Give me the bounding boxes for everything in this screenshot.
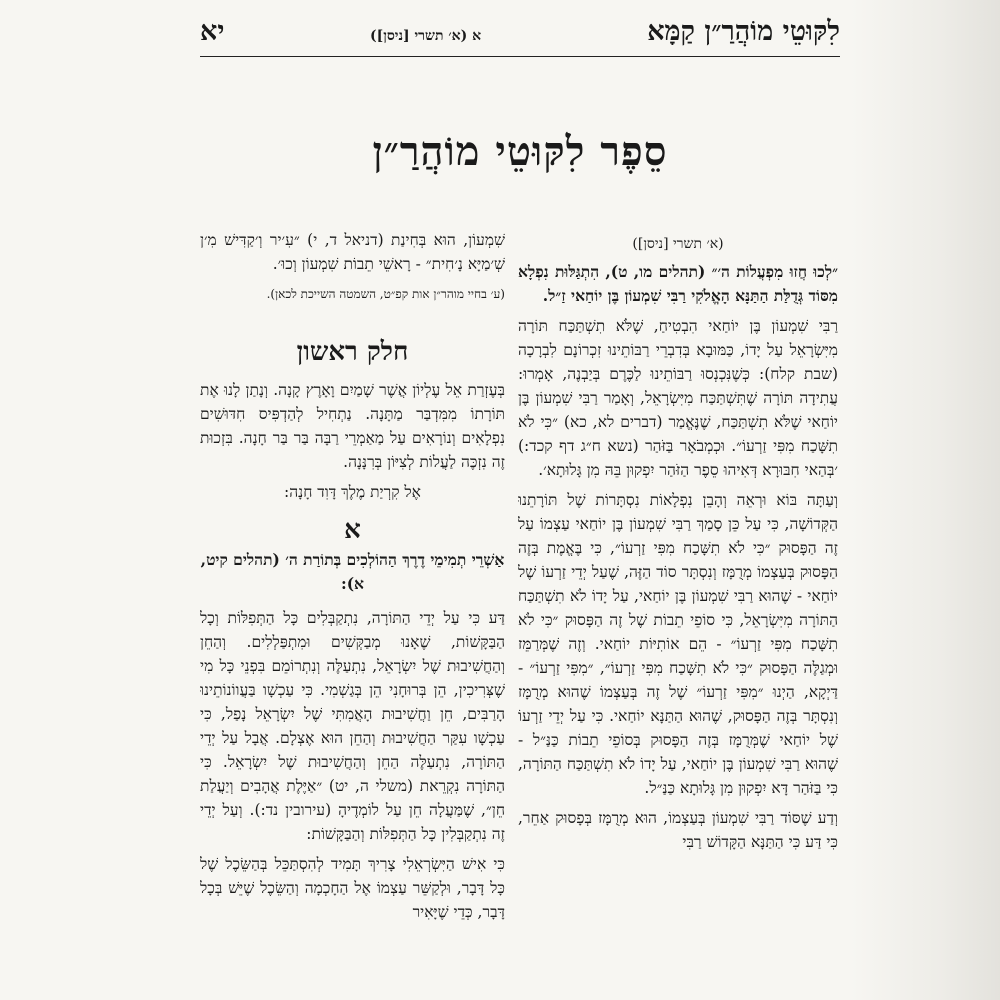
chapter-letter: א <box>344 515 361 545</box>
date-line: (א׳ תשרי [ניסן]) <box>632 236 724 252</box>
running-header <box>200 14 840 54</box>
header-title: לִקּוּטֵי מוֹהֲרַ״ן קַמָּא <box>647 16 840 47</box>
paragraph: שִׁמְעוֹן, הוּא בְּחִינַת (דניאל ד, י) ״עִ׳יר וְ׳קַדִּישׁ מִ׳ן שְׁ׳מַיָּא נָ׳חִית״ - רָאשֵׁי תֵבוֹת שִׁמְעוֹן וְכוּ׳. <box>200 231 505 273</box>
intro-paragraph: ״לְכוּ חֲזוּ מִפְעֲלוֹת ה׳״ (תהלים מו, ט), הִתְגַּלּוּת נִפְלָא מִסּוֹד גְּדֻלַּת הַתַּנָּא הָאֱלֹקִי רַבִּי שִׁמְעוֹן בֶּן יוֹחַאי זַ״ל. <box>518 262 838 305</box>
right-column <box>518 232 838 992</box>
section-title: חלק ראשון <box>296 337 409 367</box>
book-title: סֵפֶר לִקּוּטֵי מוֹהֲרַ״ן <box>372 128 668 175</box>
paragraph: דַּע כִּי עַל יְדֵי הַתּוֹרָה, נִתְקַבְּלִים כָּל הַתְּפִלּוֹת וְכָל הַבַּקָּשׁוֹת, שֶׁאָנוּ מְבַקְּשִׁים וּמִתְפַּלְלִים. וְהַחֵן וְהַחֲשִׁיבוּת שֶׁל יִשְׂרָאֵל, נִתְעַלֶּה וְנִתְרוֹמֵם בִּפְנֵי כָּל מִי שֶׁצְּרִיכִין, הֵן בְּרוּחָנִי הֵן בְּגַשְׁמִי. כִּי עַכְשָׁו בַּעֲווֹנוֹתֵינוּ הָרַבִּים, חֵן וַחֲשִׁיבוּת הָאֲמִתִּי שֶׁל יִשְׂרָאֵל נָפַל, כִּי עַכְשָׁו עִקַּר הַחֲשִׁיבוּת וְהַחֵן הוּא אֶצְלָם. אֲבָל עַל יְדֵי הַתּוֹרָה, נִתְעַלֶּה הַחֵן וְהַחֲשִׁיבוּת שֶׁל יִשְׂרָאֵל. כִּי הַתּוֹרָה נִקְרֵאת (משלי ה, יט) ״אַיֶּלֶת אֲהָבִים וְיַעֲלַת חֵן״, שֶׁמַּעֲלָה חֵן עַל לוֹמְדֶיהָ (עירובין נד:). וְעַל יְדֵי זֶה נִתְקַבְּלִין כָּל הַתְּפִלּוֹת וְהַבַּקָּשׁוֹת: <box>200 609 505 843</box>
paragraph: וְדַע שֶׁסּוֹד רַבִּי שִׁמְעוֹן בְּעַצְמוֹ, הוּא מְרֻמָּז בְּפָסוּק אַחֵר, כִּי דַּע כִּי הַתַּנָּא הַקָּדוֹשׁ רַבִּי <box>518 809 838 851</box>
left-column <box>200 228 505 996</box>
verse-heading: אַשְׁרֵי תְמִימֵי דֶרֶךְ הַהוֹלְכִים בְּתוֹרַת ה׳ (תהלים קיט, א): <box>200 550 505 593</box>
paragraph: רַבִּי שִׁמְעוֹן בֶּן יוֹחַאי הִבְטִיחַ, שֶׁלֹּא תִשְׁתַּכַּח תּוֹרָה מִיִּשְׂרָאֵל עַל יָדוֹ, כַּמּוּבָא בְּדִבְרֵי רַבּוֹתֵינוּ זִכְרוֹנָם לִבְרָכָה (שבת קלח): כְּשֶׁנִּכְנְסוּ רַבּוֹתֵינוּ לַכֶּרֶם בְּיַבְנֶה, אָמְרוּ: עֲתִידָה תּוֹרָה שֶׁתִּשְׁתַּכַּח מִיִּשְׂרָאֵל, וְאָמַר רַבִּי שִׁמְעוֹן בֶּן יוֹחַאי שֶׁלֹּא תִשְׁתַּכַּח, שֶׁנֶּאֱמַר (דברים לא, כא) ״כִּי לֹא תִשָּׁכַח מִפִּי זַרְעוֹ״. וּכְמְבֹאָר בַּזֹּהַר (נשא ח״ג דף קכד:) ׳בְּהַאי חִבּוּרָא דְּאִיהוּ סֵפֶר הַזֹּהַר יִפְקוּן בֵּהּ מִן גָּלוּתָא׳. <box>518 317 838 479</box>
paragraph: כִּי אִישׁ הַיִּשְׂרְאֵלִי צָרִיךְ תָּמִיד לְהִסְתַּכֵּל בְּהַשֵּׂכֶל שֶׁל כָּל דָּבָר, וּלְקַשֵּׁר עַצְמוֹ אֶל הַחָכְמָה וְהַשֵּׂכֶל שֶׁיֵּשׁ בְּכָל דָּבָר, כְּדֵי שֶׁיָּאִיר <box>200 855 505 921</box>
footnote: (ע׳ בחיי מוהר״ן אות קפ״ט, השמטה השייכת לכאן). <box>266 287 505 301</box>
opening-paragraph: בְּעֶזְרַת אֵל עֶלְיוֹן אֲשֶׁר שָׁמַיִם וָאָרֶץ קָנָה. וְנָתַן לָנוּ אֶת תּוֹרָתוֹ מִמִּדְבַּר מַתָּנָה. נַתְחִיל לְהַדְפִּיס חִדּוּשִׁים נִפְלָאִים וְנוֹרָאִים עַל מַאַמְרֵי רַבָּה בַּר בַּר חָנָה. בִּזְכוּת זֶה נִזְכֶּה לַעֲלוֹת לְצִיּוֹן בְּרִנָּנָה. <box>200 381 505 471</box>
paragraph: וְעַתָּה בּוֹא וּרְאֵה וְהָבֵן נִפְלָאוֹת נִסְתָּרוֹת שֶׁל תּוֹרָתֵנוּ הַקְּדוֹשָׁה, כִּי עַל כֵּן סָמַךְ רַבִּי שִׁמְעוֹן בֶּן יוֹחַאי עַצְמוֹ עַל זֶה הַפָּסוּק ״כִּי לֹא תִשָּׁכַח מִפִּי זַרְעוֹ״, כִּי בֶּאֱמֶת בְּזֶה הַפָּסוּק בְּעַצְמוֹ מְרֻמָּז וְנִסְתָּר סוֹד הַזֶּה, שֶׁעַל יְדֵי זַרְעוֹ שֶׁל יוֹחַאי - שֶׁהוּא רַבִּי שִׁמְעוֹן בֶּן יוֹחַאי, עַל יָדוֹ לֹא תִשְׁתַּכַּח הַתּוֹרָה מִיִּשְׂרָאֵל, כִּי סוֹפֵי תֵבוֹת שֶׁל זֶה הַפָּסוּק ״כִּי לֹא תִשָּׁכַח מִפִּי זַרְעוֹ״ - הֵם אוֹתִיּוֹת יוֹחַאי. וְזֶה שֶׁמְּרַמֵּז וּמְגַלֶּה הַפָּסוּק ״כִּי לֹא תִשָּׁכַח מִפִּי זַרְעוֹ״, ״מִפִּי זַרְעוֹ״ - דַּיְקָא, הַיְנוּ ״מִפִּי זַרְעוֹ״ שֶׁל זֶה בְּעַצְמוֹ שֶׁהוּא מְרֻמָּז וְנִסְתָּר בְּזֶה הַפָּסוּק, שֶׁהוּא הַתַּנָּא יוֹחַאי. כִּי עַל יְדֵי זַרְעוֹ שֶׁל יוֹחַאי שֶׁמְּרֻמָּז בְּזֶה הַפָּסוּק בְּסוֹפֵי תֵבוֹת כַּנַּ״ל - שֶׁהוּא רַבִּי שִׁמְעוֹן בֶּן יוֹחַאי, עַל יָדוֹ לֹא תִשְׁתַּכַּח הַתּוֹרָה, כִּי בַּזֹּהַר דָּא יִפְקוּן מִן גָּלוּתָא כַּנַּ״ל. <box>518 491 838 797</box>
header-subtitle: א (א׳ תשרי [ניסן]) <box>370 28 482 44</box>
page-gutter-shadow <box>850 0 1000 1000</box>
opening-closing-line: אֶל קִרְיַת מֶלֶךְ דָּוִד חָנָה: <box>284 483 421 501</box>
page-number: יא <box>200 16 225 47</box>
header-rule <box>200 56 840 57</box>
